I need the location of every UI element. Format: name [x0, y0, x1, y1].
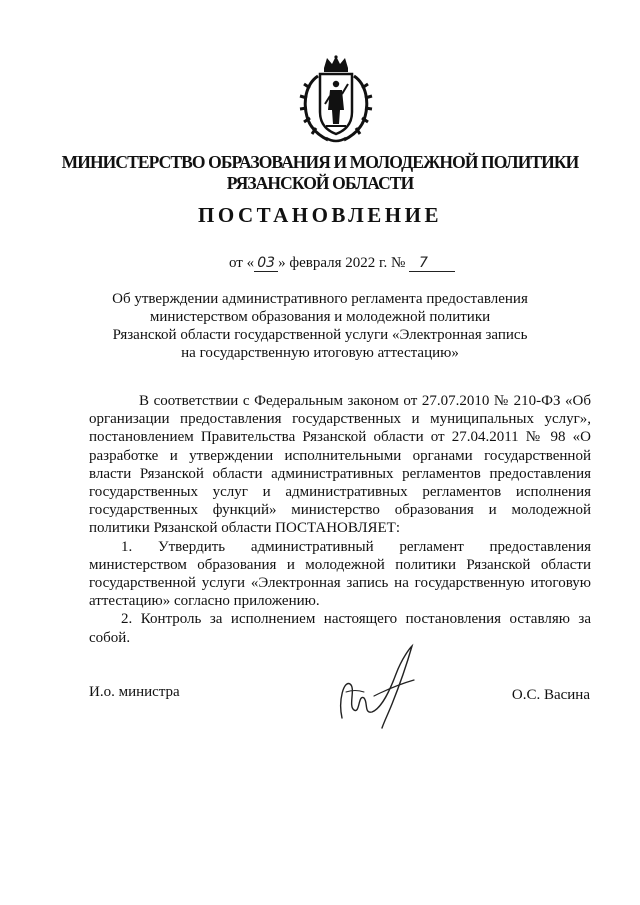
body-item-1: 1. Утвердить административный регламент предоставления министерством образования и молодежной политики Рязанской области государственной услуги «Электронная запись на государственную итоговую аттестацию» согласно приложению. [89, 538, 591, 610]
subject-line: министерством образования и молодежной политики [149, 309, 491, 325]
date-month-year: » февраля 2022 г. № [278, 255, 406, 271]
date-day: 03 [254, 256, 278, 272]
ministry-name-line1: МИНИСТЕРСТВО ОБРАЗОВАНИЯ И МОЛОДЕЖНОЙ ПОЛИТИКИ [61, 152, 579, 172]
document-date-line [229, 255, 455, 272]
subject-line: на государственную итоговую аттестацию» [181, 345, 459, 361]
ministry-name-line2: РЯЗАНСКОЙ ОБЛАСТИ [226, 173, 414, 193]
subject-line: Об утверждении административного регламента предоставления [112, 291, 528, 307]
document-number: 7 [409, 256, 455, 272]
body-preamble: В соответствии с Федеральным законом от 27.07.2010 № 210-ФЗ «Об организации предоставления государственных и муниципальных услуг», постановлением Правительства Рязанской области от 27.04.2011 № 98 «О разработке и утверждении исполнительными органами государственной власти Рязанской области административных регламентов предоставления государственных услуг и административных регламентов исполнения государственных функций» министерство образования и молодежной политики Рязанской области ПОСТАНОВЛЯЕТ: [89, 393, 591, 537]
handwritten-signature-icon [334, 640, 424, 730]
subject-line: Рязанской области государственной услуги «Электронная запись [112, 327, 528, 343]
signatory-name: О.С. Васина [511, 687, 590, 703]
date-prefix: от « [229, 255, 255, 271]
document-type-title: ПОСТАНОВЛЕНИЕ [198, 203, 442, 227]
document-body [89, 392, 591, 647]
body-item-2: 2. Контроль за исполнением настоящего постановления оставляю за собой. [89, 611, 591, 646]
document-subject [100, 290, 540, 362]
ryazan-coat-of-arms-icon [296, 54, 376, 144]
signatory-role: И.о. министра [89, 684, 180, 700]
